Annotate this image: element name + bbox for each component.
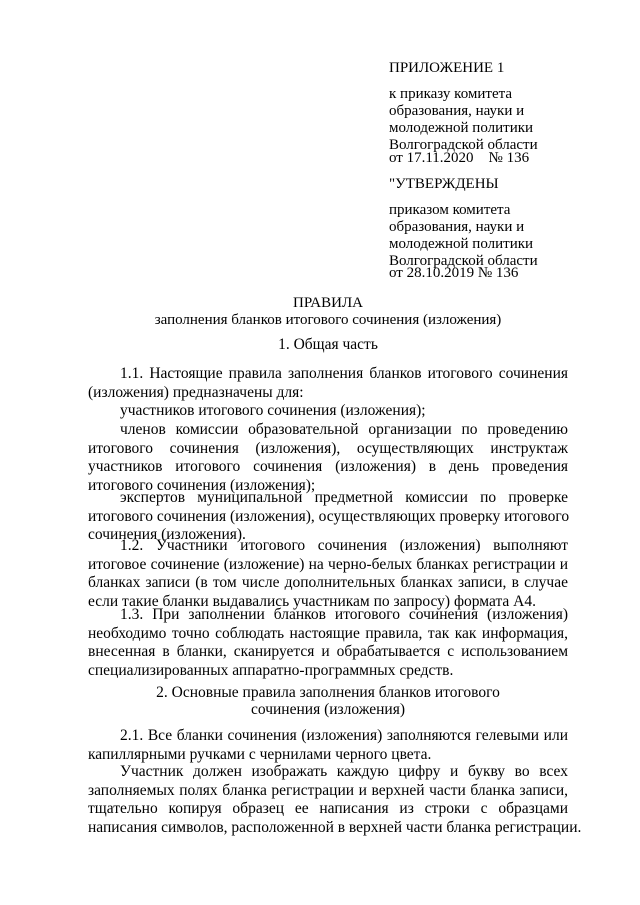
paragraph-1-3 — [88, 606, 568, 680]
text-line: написания символов, расположенной в верхней части бланка регистрации. — [88, 818, 582, 836]
approved-ref-line: приказом комитета — [389, 202, 511, 218]
paragraph-1-1 — [88, 365, 568, 402]
text-line: 1.1. Настоящие правила заполнения бланков итогового сочинения — [120, 365, 568, 382]
text-line: 1.3. При заполнении бланков итогового сочинения (изложения) — [120, 606, 568, 623]
text-line: 1.2. Участники итогового сочинения (изложения) выполняют — [120, 537, 568, 554]
text-line: итогового сочинения (изложения); — [88, 476, 316, 494]
approved-title: "УТВЕРЖДЕНЫ — [389, 176, 499, 192]
section-heading — [88, 336, 568, 355]
appendix-title: ПРИЛОЖЕНИЕ 1 — [389, 60, 505, 76]
order-ref-line: образования, науки и — [389, 103, 525, 119]
text-line: необходимо точно соблюдать настоящие правила, так как информация, — [88, 624, 568, 642]
order-ref-line: молодежной политики — [389, 120, 534, 136]
list-item-commission — [88, 421, 568, 495]
text-line: итоговое сочинение (изложение) на черно-белых бланках регистрации и — [88, 555, 568, 573]
text-line: бланках записи (в том числе дополнительных бланках записи, в случае — [88, 574, 568, 592]
text-line: Участник должен изображать каждую цифру и букву во всех — [120, 763, 568, 780]
section-heading — [88, 684, 568, 719]
text-line: итогового сочинения (изложения), осуществляющих проверку итогового — [88, 507, 570, 525]
text-line: специализированных аппаратно-программных средств. — [88, 661, 454, 679]
approved-date: от 28.10.2019 № 136 — [389, 265, 519, 281]
list-item-participants — [88, 402, 568, 421]
text-line: 2.1. Все бланки сочинения (изложения) заполняются гелевыми или — [120, 727, 568, 744]
text-line: тщательно копируя образец ее написания из строки с образцами — [88, 800, 568, 818]
title-main: ПРАВИЛА — [293, 295, 363, 311]
section-heading-line: сочинения (изложения) — [250, 700, 406, 718]
approved-reference — [389, 202, 589, 270]
order-date: от 17.11.2020 № 136 — [389, 150, 530, 166]
text-line: членов комиссии образовательной организации по проведению — [120, 421, 568, 438]
text-line: (изложения) предназначены для: — [88, 383, 304, 401]
text-line: сочинения (изложения). — [88, 526, 246, 544]
text-line: внесенная в бланки, сканируется и обрабатывается с использованием — [88, 643, 568, 661]
text-line: заполняемых полях бланка регистрации и верхней части бланка записи, — [88, 781, 568, 799]
section-heading-line: 2. Основные правила заполнения бланков итогового — [156, 684, 500, 701]
paragraph-2-1 — [88, 727, 568, 764]
document-title — [88, 295, 568, 329]
approved-ref-line: образования, науки и — [389, 219, 525, 235]
order-ref-line: Волгоградской области — [389, 137, 538, 153]
text-line: капиллярными ручками с чернилами черного цвета. — [88, 745, 432, 763]
approved-ref-line: молодежной политики — [389, 236, 534, 252]
text-line: участников итогового сочинения (изложения) в день проведения — [88, 458, 568, 476]
section-heading-line: 1. Общая часть — [278, 336, 378, 353]
text-line: если такие бланки выдавались участникам по запросу) формата А4. — [88, 592, 536, 610]
paragraph-1-2 — [88, 537, 568, 611]
paragraph-participant-instruction — [88, 763, 582, 837]
order-ref-line: к приказу комитета — [389, 86, 513, 102]
text-line: экспертов муниципальной предметной комиссии по проверке — [120, 489, 568, 506]
text-line: итогового сочинения (изложения), осуществляющих инструктаж — [88, 439, 568, 457]
order-reference — [389, 86, 589, 154]
approved-ref-line: Волгоградской области — [389, 253, 538, 269]
text-line: участников итогового сочинения (изложения); — [120, 402, 426, 419]
title-subtitle: заполнения бланков итогового сочинения (изложения) — [154, 312, 502, 328]
